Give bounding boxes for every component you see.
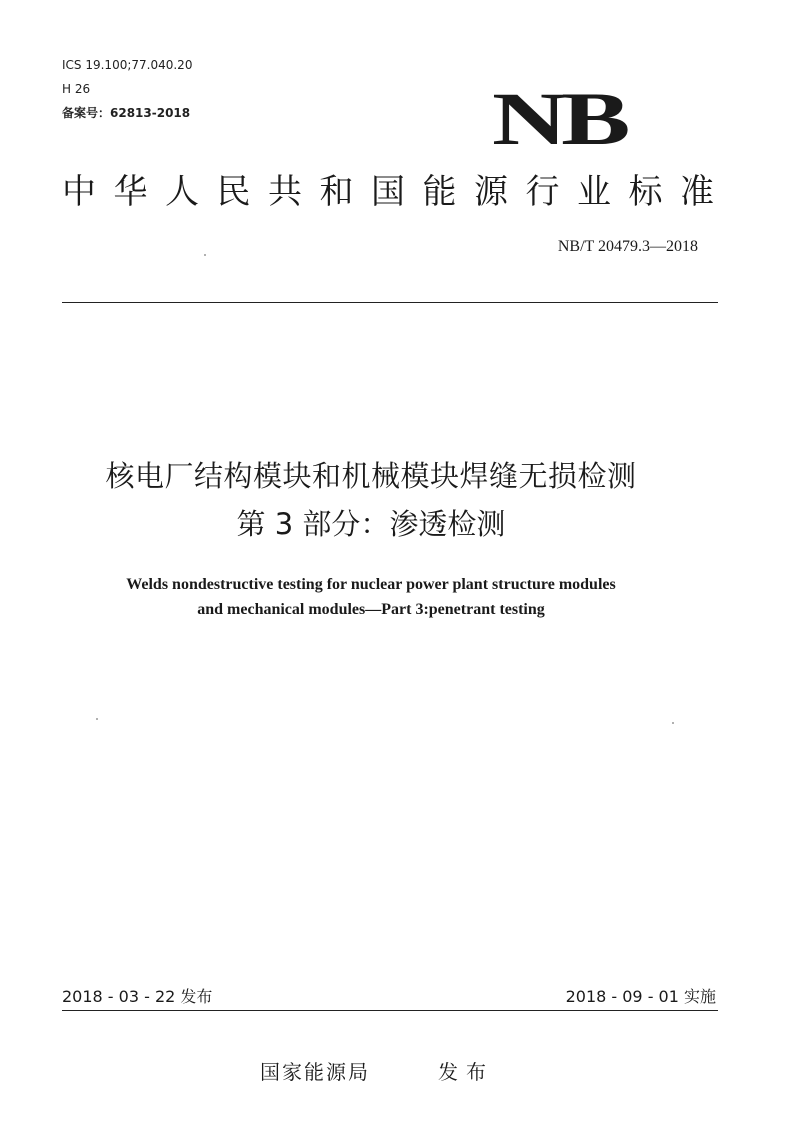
chinese-title-line1: 核电厂结构模块和机械模块焊缝无损检测: [105, 459, 637, 493]
implementation-date: 2018 - 09 - 01 实施: [565, 987, 716, 1006]
chinese-title-line2: 第 3 部分：渗透检测: [236, 507, 506, 541]
ccs-code: H 26: [62, 82, 91, 96]
scan-speck: [672, 722, 674, 724]
issue-date: 2018 - 03 - 22 发布: [62, 987, 213, 1006]
standard-code: NB/T 20479.3—2018: [557, 238, 698, 255]
publisher-name: 国家能源局: [260, 1060, 370, 1084]
standard-series-title: 中华人民共和国能源行业标准: [62, 172, 732, 212]
top-divider: [62, 302, 718, 303]
chinese-title: [0, 452, 742, 548]
bottom-divider: [62, 1010, 718, 1011]
english-title-line2: and mechanical modules—Part 3:penetrant testing: [197, 601, 545, 618]
ics-code: ICS 19.100;77.040.20: [62, 58, 193, 72]
scan-speck: [204, 254, 206, 256]
english-title: [0, 572, 742, 622]
record-number: 备案号：62813-2018: [62, 106, 191, 120]
publish-label: 发布: [438, 1060, 494, 1084]
scan-speck: [96, 718, 98, 720]
nb-logo: NB: [492, 77, 625, 161]
english-title-line1: Welds nondestructive testing for nuclear power plant structure modules: [126, 576, 616, 593]
